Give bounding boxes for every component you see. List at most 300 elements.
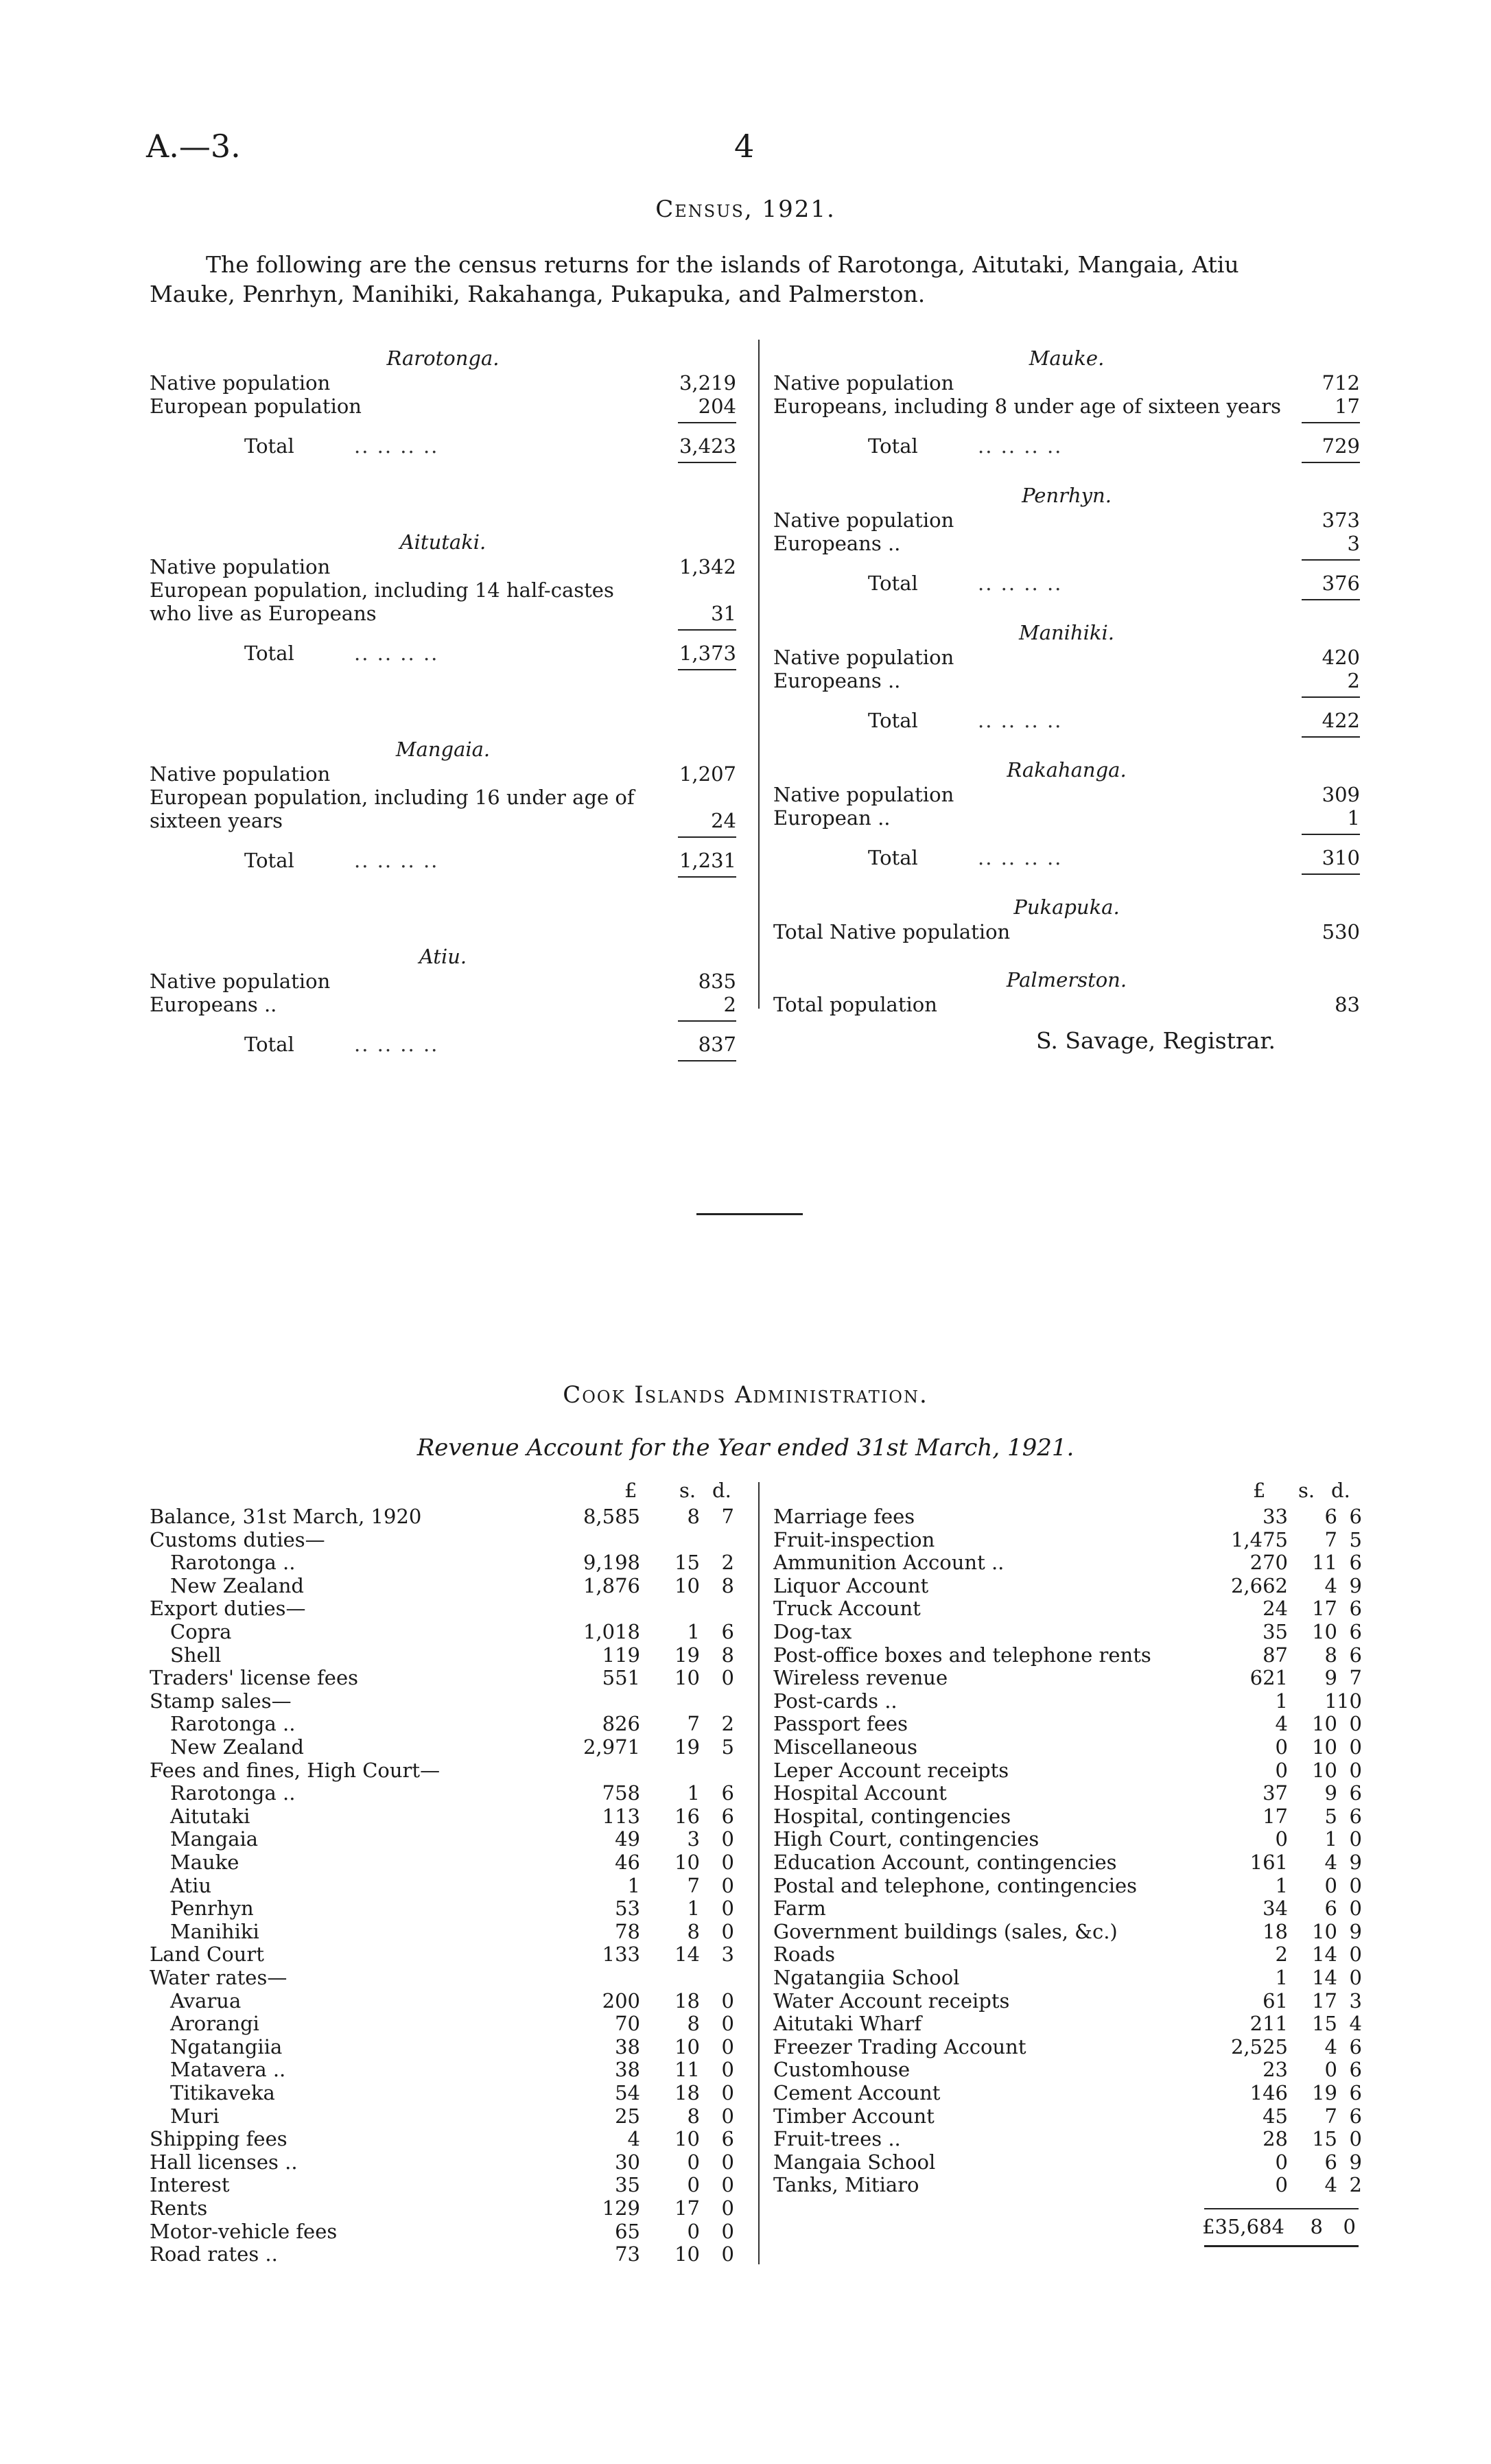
island-heading: Mangaia. bbox=[395, 738, 491, 761]
revenue-row-pounds: 45 bbox=[1263, 2104, 1288, 2128]
revenue-row bbox=[773, 1551, 1389, 1574]
revenue-row-pence: 0 bbox=[1349, 1827, 1362, 1851]
revenue-row-shillings: 9 bbox=[1324, 1781, 1337, 1805]
revenue-row bbox=[150, 2127, 762, 2150]
revenue-row-shillings: 8 bbox=[687, 1919, 700, 1943]
total-rule-top bbox=[1204, 2208, 1359, 2209]
revenue-row-pence: 0 bbox=[1349, 1735, 1362, 1759]
revenue-row bbox=[773, 1505, 1389, 1528]
island-heading: Manihiki. bbox=[1019, 621, 1114, 644]
grand-total-shillings: 8 bbox=[1310, 2215, 1323, 2238]
revenue-row-pounds: 46 bbox=[615, 1851, 640, 1874]
revenue-row-pounds: 551 bbox=[602, 1666, 640, 1690]
census-row-label: Total Native population bbox=[773, 920, 1011, 943]
revenue-row bbox=[773, 1781, 1389, 1805]
revenue-row-pounds: 28 bbox=[1263, 2127, 1288, 2151]
revenue-row-label: Government buildings (sales, &c.) bbox=[773, 1919, 1118, 1943]
leader-dots: .. .. .. .. bbox=[354, 849, 439, 872]
revenue-row bbox=[773, 2104, 1389, 2128]
revenue-row-pounds: 0 bbox=[1275, 2173, 1288, 2197]
revenue-row-label: Liquor Account bbox=[773, 1573, 929, 1597]
island-heading: Mauke. bbox=[1029, 347, 1105, 370]
census-row-label: European population, including 14 half-castes bbox=[150, 578, 614, 602]
revenue-row-pounds: 54 bbox=[615, 2081, 640, 2104]
revenue-row-shillings: 10 bbox=[1312, 1919, 1337, 1943]
revenue-row-pence: 0 bbox=[1349, 2127, 1362, 2151]
revenue-row-pence: 6 bbox=[721, 1620, 734, 1643]
revenue-row-label: Aitutaki Wharf bbox=[773, 2012, 921, 2036]
revenue-row bbox=[150, 1989, 762, 2013]
revenue-row-label: Customhouse bbox=[773, 2058, 911, 2082]
revenue-row bbox=[150, 2220, 762, 2243]
revenue-row bbox=[150, 1966, 762, 1989]
census-row bbox=[773, 646, 1360, 669]
revenue-row-label: Miscellaneous bbox=[773, 1735, 917, 1759]
census-total-row bbox=[150, 1033, 736, 1056]
revenue-row-pounds: 270 bbox=[1249, 1551, 1288, 1575]
island-heading: Penrhyn. bbox=[1022, 484, 1112, 507]
revenue-row bbox=[150, 2058, 762, 2081]
revenue-row bbox=[773, 2058, 1389, 2081]
revenue-row-pence: 0 bbox=[721, 2196, 734, 2220]
census-row bbox=[150, 762, 736, 786]
revenue-row-pence: 0 bbox=[721, 1873, 734, 1897]
census-intro-line1: The following are the census returns for the islands of Rarotonga, Aitutaki, Mangaia, Atiu bbox=[206, 251, 1239, 278]
census-total-value: 1,231 bbox=[679, 849, 736, 872]
revenue-row-shillings: 0 bbox=[687, 2173, 700, 2197]
revenue-row-shillings: 15 bbox=[1312, 2012, 1337, 2036]
revenue-row-shillings: 7 bbox=[687, 1873, 700, 1897]
leader-dots: .. .. .. .. bbox=[978, 709, 1063, 732]
census-row bbox=[150, 602, 736, 625]
total-rule bbox=[1302, 873, 1360, 875]
revenue-row-shillings: 0 bbox=[1324, 2058, 1337, 2082]
census-row-value: 83 bbox=[1335, 993, 1360, 1016]
revenue-row-pence: 3 bbox=[1349, 1988, 1362, 2013]
revenue-row-label: Post-cards .. bbox=[773, 1689, 897, 1713]
revenue-row bbox=[150, 1597, 762, 1620]
revenue-row-pounds: 35 bbox=[1263, 1620, 1288, 1643]
revenue-row bbox=[150, 1805, 762, 1828]
revenue-row-label: Post-office boxes and telephone rents bbox=[773, 1643, 1151, 1667]
right-shillings-head: s. bbox=[1298, 1479, 1315, 1502]
revenue-row-pounds: 70 bbox=[615, 2012, 640, 2036]
revenue-row bbox=[150, 1712, 762, 1735]
revenue-row-pounds: 133 bbox=[602, 1943, 640, 1967]
grand-total-pence: 0 bbox=[1343, 2215, 1356, 2238]
revenue-row-label: Aitutaki bbox=[170, 1804, 250, 1828]
census-row bbox=[773, 371, 1360, 395]
revenue-row-pounds: 200 bbox=[602, 1988, 640, 2013]
revenue-row-pounds: 78 bbox=[615, 1919, 640, 1943]
revenue-row-pounds: 1,475 bbox=[1230, 1527, 1288, 1551]
census-total-value: 422 bbox=[1322, 709, 1360, 732]
revenue-row-label: Water Account receipts bbox=[773, 1988, 1010, 2013]
census-row-label: who live as Europeans bbox=[150, 602, 377, 625]
right-pounds-head: £ bbox=[1253, 1479, 1266, 1502]
revenue-row bbox=[773, 2150, 1389, 2174]
revenue-row-pence: 0 bbox=[721, 2150, 734, 2174]
revenue-row-label: Interest bbox=[150, 2173, 230, 2197]
census-row-value: 24 bbox=[711, 809, 736, 832]
census-intro-line2: Mauke, Penrhyn, Manihiki, Rakahanga, Pukapuka, and Palmerston. bbox=[150, 281, 926, 307]
census-total-row bbox=[773, 572, 1360, 595]
revenue-row-pounds: 33 bbox=[1263, 1505, 1288, 1528]
revenue-row-pence: 6 bbox=[1349, 1804, 1362, 1828]
total-rule-bottom bbox=[1204, 2245, 1359, 2247]
revenue-row-shillings: 0 bbox=[687, 2150, 700, 2174]
revenue-row-pence: 0 bbox=[721, 2242, 734, 2266]
revenue-row-label: Export duties— bbox=[150, 1597, 306, 1621]
subtotal-rule bbox=[1302, 834, 1360, 835]
revenue-row bbox=[773, 2012, 1389, 2035]
revenue-row-pounds: 1,018 bbox=[583, 1620, 640, 1643]
leader-dots: .. .. .. .. bbox=[978, 846, 1063, 869]
left-shillings-head: s. bbox=[679, 1479, 696, 1502]
revenue-row-pence: 2 bbox=[721, 1712, 734, 1736]
revenue-row-label: New Zealand bbox=[170, 1735, 304, 1759]
revenue-row-label: Hospital, contingencies bbox=[773, 1804, 1011, 1828]
revenue-row bbox=[150, 1827, 762, 1851]
revenue-row-shillings: 17 bbox=[674, 2196, 700, 2220]
revenue-row-pence: 2 bbox=[1349, 2173, 1362, 2197]
census-row bbox=[773, 532, 1360, 555]
revenue-row-label: Road rates .. bbox=[150, 2242, 278, 2266]
census-total-label: Total bbox=[244, 642, 294, 665]
census-row bbox=[773, 395, 1360, 418]
census-total-label: Total bbox=[244, 1033, 294, 1056]
revenue-row-pounds: 38 bbox=[615, 2058, 640, 2082]
revenue-row bbox=[773, 2127, 1389, 2150]
revenue-row-shillings: 6 bbox=[1324, 2150, 1337, 2174]
revenue-row-label: Freezer Trading Account bbox=[773, 2034, 1026, 2058]
revenue-row-pence: 10 bbox=[1337, 1689, 1362, 1713]
subtotal-rule bbox=[1302, 422, 1360, 423]
revenue-row-pounds: 2,662 bbox=[1230, 1573, 1288, 1597]
census-row-value: 2 bbox=[723, 993, 736, 1016]
grand-total-pounds: £35,684 bbox=[1202, 2215, 1284, 2238]
revenue-row bbox=[773, 1643, 1389, 1667]
revenue-row-label: Rents bbox=[150, 2196, 208, 2220]
revenue-row-pence: 9 bbox=[1349, 2150, 1362, 2174]
revenue-row bbox=[150, 2242, 762, 2266]
revenue-row-shillings: 7 bbox=[687, 1712, 700, 1736]
island-heading: Pukapuka. bbox=[1013, 895, 1120, 919]
census-row bbox=[773, 806, 1360, 830]
revenue-row bbox=[150, 2081, 762, 2104]
revenue-row-shillings: 6 bbox=[1324, 1505, 1337, 1528]
revenue-row-shillings: 0 bbox=[1324, 1873, 1337, 1897]
revenue-row-shillings: 16 bbox=[674, 1804, 700, 1828]
census-row bbox=[150, 395, 736, 418]
census-row bbox=[150, 993, 736, 1016]
revenue-row-pence: 0 bbox=[1349, 1712, 1362, 1736]
census-total-label: Total bbox=[868, 846, 918, 869]
revenue-row bbox=[150, 1781, 762, 1805]
revenue-row-pence: 7 bbox=[721, 1505, 734, 1528]
revenue-row-pence: 0 bbox=[721, 1988, 734, 2013]
census-row bbox=[150, 555, 736, 578]
revenue-row bbox=[773, 2035, 1389, 2058]
revenue-row bbox=[150, 1897, 762, 1920]
revenue-row-shillings: 18 bbox=[674, 1988, 700, 2013]
revenue-row bbox=[773, 1966, 1389, 1989]
revenue-row-pounds: 129 bbox=[602, 2196, 640, 2220]
leader-dots: .. .. .. .. bbox=[978, 434, 1063, 458]
revenue-row-label: Ammunition Account .. bbox=[773, 1551, 1005, 1575]
census-row-label: Total population bbox=[773, 993, 937, 1016]
revenue-row-pence: 5 bbox=[721, 1735, 734, 1759]
revenue-row-pounds: 4 bbox=[1275, 1712, 1288, 1736]
revenue-row-label: Arorangi bbox=[170, 2012, 259, 2036]
revenue-row-pounds: 35 bbox=[615, 2173, 640, 2197]
census-row-value: 712 bbox=[1322, 371, 1360, 395]
revenue-row-shillings: 10 bbox=[1312, 1712, 1337, 1736]
census-total-row bbox=[150, 642, 736, 665]
left-pounds-head: £ bbox=[624, 1479, 637, 1502]
revenue-row-label: Shell bbox=[170, 1643, 222, 1667]
revenue-row-pounds: 758 bbox=[602, 1781, 640, 1805]
revenue-row-pounds: 826 bbox=[602, 1712, 640, 1736]
revenue-row-pence: 6 bbox=[1349, 1620, 1362, 1643]
subtotal-rule bbox=[678, 836, 736, 838]
revenue-row-pence: 8 bbox=[721, 1643, 734, 1667]
revenue-row-shillings: 4 bbox=[1324, 2034, 1337, 2058]
revenue-row-label: Fruit-inspection bbox=[773, 1527, 935, 1551]
census-total-label: Total bbox=[244, 849, 294, 872]
revenue-row-pounds: 119 bbox=[602, 1643, 640, 1667]
census-row-label: Europeans .. bbox=[773, 532, 901, 555]
revenue-row-pence: 9 bbox=[1349, 1851, 1362, 1874]
island-heading: Rakahanga. bbox=[1007, 758, 1127, 782]
revenue-row-label: Mauke bbox=[170, 1851, 239, 1874]
revenue-row-pounds: 17 bbox=[1263, 1804, 1288, 1828]
census-total-row bbox=[773, 846, 1360, 869]
revenue-row-label: Stamp sales— bbox=[150, 1689, 292, 1713]
revenue-row bbox=[150, 1874, 762, 1897]
revenue-row bbox=[773, 1897, 1389, 1920]
census-row bbox=[773, 783, 1360, 806]
revenue-row-shillings: 3 bbox=[687, 1827, 700, 1851]
revenue-row-label: Customs duties— bbox=[150, 1527, 325, 1551]
revenue-row bbox=[150, 2196, 762, 2220]
total-rule bbox=[1302, 599, 1360, 600]
revenue-row bbox=[773, 1735, 1389, 1759]
revenue-row-shillings: 4 bbox=[1324, 1573, 1337, 1597]
revenue-row-label: Land Court bbox=[150, 1943, 264, 1967]
revenue-row-shillings: 5 bbox=[1324, 1804, 1337, 1828]
revenue-row bbox=[773, 2081, 1389, 2104]
census-column-divider bbox=[758, 340, 760, 1009]
revenue-title: Cook Islands Administration. bbox=[563, 1381, 928, 1409]
revenue-row-label: Motor-vehicle fees bbox=[150, 2219, 338, 2243]
revenue-row bbox=[150, 1920, 762, 1943]
revenue-row-label: Hall licenses .. bbox=[150, 2150, 298, 2174]
page-number: 4 bbox=[734, 128, 755, 165]
revenue-row-pence: 6 bbox=[1349, 2081, 1362, 2104]
revenue-row-label: Rarotonga .. bbox=[170, 1551, 296, 1575]
revenue-row-pence: 6 bbox=[1349, 1781, 1362, 1805]
census-total-label: Total bbox=[868, 572, 918, 595]
revenue-row-label: Hospital Account bbox=[773, 1781, 947, 1805]
census-row bbox=[773, 508, 1360, 532]
census-row-value: 3,219 bbox=[679, 371, 736, 395]
revenue-row-pence: 0 bbox=[721, 2104, 734, 2128]
revenue-row-pence: 0 bbox=[721, 2173, 734, 2197]
census-row-label: sixteen years bbox=[150, 809, 283, 832]
census-total-row bbox=[150, 434, 736, 458]
census-row-value: 530 bbox=[1322, 920, 1360, 943]
census-row-value: 309 bbox=[1322, 783, 1360, 806]
revenue-row-shillings: 17 bbox=[1312, 1988, 1337, 2013]
census-row-label: Europeans .. bbox=[773, 669, 901, 692]
revenue-row-shillings: 10 bbox=[674, 1666, 700, 1690]
revenue-row-shillings: 8 bbox=[687, 1505, 700, 1528]
revenue-row-label: Penrhyn bbox=[170, 1897, 254, 1921]
revenue-row-pence: 7 bbox=[1349, 1666, 1362, 1690]
revenue-row-pence: 6 bbox=[721, 1804, 734, 1828]
census-total-value: 1,373 bbox=[679, 642, 736, 665]
census-total-value: 729 bbox=[1322, 434, 1360, 458]
revenue-row-pence: 6 bbox=[1349, 2034, 1362, 2058]
revenue-row bbox=[773, 1759, 1389, 1782]
revenue-row-shillings: 19 bbox=[674, 1735, 700, 1759]
census-row bbox=[150, 809, 736, 832]
revenue-row-pence: 6 bbox=[1349, 1551, 1362, 1575]
revenue-row-pounds: 87 bbox=[1263, 1643, 1288, 1667]
census-row-label: European .. bbox=[773, 806, 891, 830]
revenue-row-pounds: 1 bbox=[627, 1873, 640, 1897]
total-rule bbox=[678, 669, 736, 670]
revenue-row-pounds: 65 bbox=[615, 2219, 640, 2243]
census-row bbox=[150, 786, 736, 809]
revenue-row-label: Fruit-trees .. bbox=[773, 2127, 901, 2151]
revenue-row-pence: 6 bbox=[1349, 1597, 1362, 1621]
census-row-value: 1,207 bbox=[679, 762, 736, 786]
census-row-value: 31 bbox=[711, 602, 736, 625]
revenue-row-shillings: 8 bbox=[687, 2104, 700, 2128]
census-total-value: 3,423 bbox=[679, 434, 736, 458]
revenue-row-label: Mangaia bbox=[170, 1827, 259, 1851]
revenue-row-pounds: 30 bbox=[615, 2150, 640, 2174]
revenue-row-shillings: 11 bbox=[1312, 1551, 1337, 1575]
census-row-label: Native population bbox=[773, 646, 954, 669]
revenue-row-shillings: 14 bbox=[1312, 1943, 1337, 1967]
revenue-row-shillings: 11 bbox=[674, 2058, 700, 2082]
right-pence-head: d. bbox=[1331, 1479, 1350, 1502]
revenue-row bbox=[773, 1989, 1389, 2013]
revenue-row-shillings: 6 bbox=[1324, 1897, 1337, 1921]
revenue-row-pence: 0 bbox=[721, 2081, 734, 2104]
subtotal-rule bbox=[1302, 696, 1360, 698]
census-row bbox=[150, 970, 736, 993]
revenue-row-pence: 6 bbox=[721, 2127, 734, 2151]
revenue-row-pounds: 34 bbox=[1263, 1897, 1288, 1921]
census-row-value: 1,342 bbox=[679, 555, 736, 578]
census-row bbox=[773, 920, 1360, 943]
revenue-row-shillings: 17 bbox=[1312, 1597, 1337, 1621]
revenue-row-label: Matavera .. bbox=[170, 2058, 286, 2082]
revenue-row-shillings: 1 bbox=[1324, 1689, 1337, 1713]
revenue-row-pence: 0 bbox=[721, 2012, 734, 2036]
revenue-row-shillings: 9 bbox=[1324, 1666, 1337, 1690]
revenue-row-pounds: 37 bbox=[1263, 1781, 1288, 1805]
census-row-value: 373 bbox=[1322, 508, 1360, 532]
revenue-row-pounds: 73 bbox=[615, 2242, 640, 2266]
revenue-row-pounds: 0 bbox=[1275, 2150, 1288, 2174]
revenue-row-pounds: 9,198 bbox=[583, 1551, 640, 1575]
revenue-subtitle: Revenue Account for the Year ended 31st March, 1921. bbox=[416, 1434, 1075, 1462]
subtotal-rule bbox=[1302, 559, 1360, 561]
revenue-row-label: Muri bbox=[170, 2104, 220, 2128]
revenue-row bbox=[773, 1943, 1389, 1966]
revenue-row-pounds: 161 bbox=[1249, 1851, 1288, 1874]
census-row-value: 3 bbox=[1347, 532, 1360, 555]
revenue-row-shillings: 4 bbox=[1324, 2173, 1337, 2197]
census-total-label: Total bbox=[868, 709, 918, 732]
revenue-row-shillings: 7 bbox=[1324, 2104, 1337, 2128]
revenue-row-label: Balance, 31st March, 1920 bbox=[150, 1505, 422, 1528]
revenue-row bbox=[773, 1666, 1389, 1689]
revenue-row-pence: 6 bbox=[721, 1781, 734, 1805]
census-total-label: Total bbox=[868, 434, 918, 458]
revenue-row-pounds: 8,585 bbox=[583, 1505, 640, 1528]
census-row-label: Europeans .. bbox=[150, 993, 277, 1016]
census-title: Census, 1921. bbox=[655, 196, 836, 223]
revenue-row bbox=[773, 1920, 1389, 1943]
revenue-row-pounds: 1 bbox=[1275, 1966, 1288, 1989]
census-row bbox=[773, 993, 1360, 1016]
subtotal-rule bbox=[678, 422, 736, 423]
census-row-label: Native population bbox=[150, 762, 331, 786]
revenue-row-shillings: 10 bbox=[1312, 1620, 1337, 1643]
revenue-row-shillings: 7 bbox=[1324, 1527, 1337, 1551]
revenue-row-label: High Court, contingencies bbox=[773, 1827, 1040, 1851]
total-rule bbox=[678, 876, 736, 878]
revenue-row-label: Wireless revenue bbox=[773, 1666, 948, 1690]
revenue-row-shillings: 15 bbox=[674, 1551, 700, 1575]
revenue-row-pounds: 0 bbox=[1275, 1735, 1288, 1759]
revenue-row-shillings: 14 bbox=[1312, 1966, 1337, 1989]
revenue-row-pounds: 1,876 bbox=[583, 1573, 640, 1597]
census-row-value: 204 bbox=[698, 395, 736, 418]
subtotal-rule bbox=[678, 1020, 736, 1022]
revenue-row-pence: 0 bbox=[1349, 1873, 1362, 1897]
revenue-row-shillings: 0 bbox=[687, 2219, 700, 2243]
revenue-row-pence: 0 bbox=[1349, 1943, 1362, 1967]
revenue-row-pounds: 146 bbox=[1249, 2081, 1288, 2104]
revenue-row-pounds: 49 bbox=[615, 1827, 640, 1851]
census-row-label: Native population bbox=[150, 555, 331, 578]
revenue-row-pence: 0 bbox=[721, 1919, 734, 1943]
registrar-signature: S. Savage, Registrar. bbox=[1036, 1027, 1276, 1054]
revenue-row-pounds: 18 bbox=[1263, 1919, 1288, 1943]
total-rule bbox=[1302, 736, 1360, 738]
revenue-row-pence: 8 bbox=[721, 1573, 734, 1597]
leader-dots: .. .. .. .. bbox=[978, 572, 1063, 595]
revenue-row bbox=[150, 2104, 762, 2128]
revenue-row-label: New Zealand bbox=[170, 1573, 304, 1597]
revenue-row-pence: 6 bbox=[1349, 2058, 1362, 2082]
revenue-row-pounds: 25 bbox=[615, 2104, 640, 2128]
revenue-row-pence: 0 bbox=[721, 1666, 734, 1690]
revenue-row-label: Marriage fees bbox=[773, 1505, 915, 1528]
revenue-row bbox=[150, 1851, 762, 1874]
revenue-row-label: Rarotonga .. bbox=[170, 1712, 296, 1736]
revenue-row-pounds: 1 bbox=[1275, 1689, 1288, 1713]
total-rule bbox=[678, 1060, 736, 1061]
leader-dots: .. .. .. .. bbox=[354, 642, 439, 665]
